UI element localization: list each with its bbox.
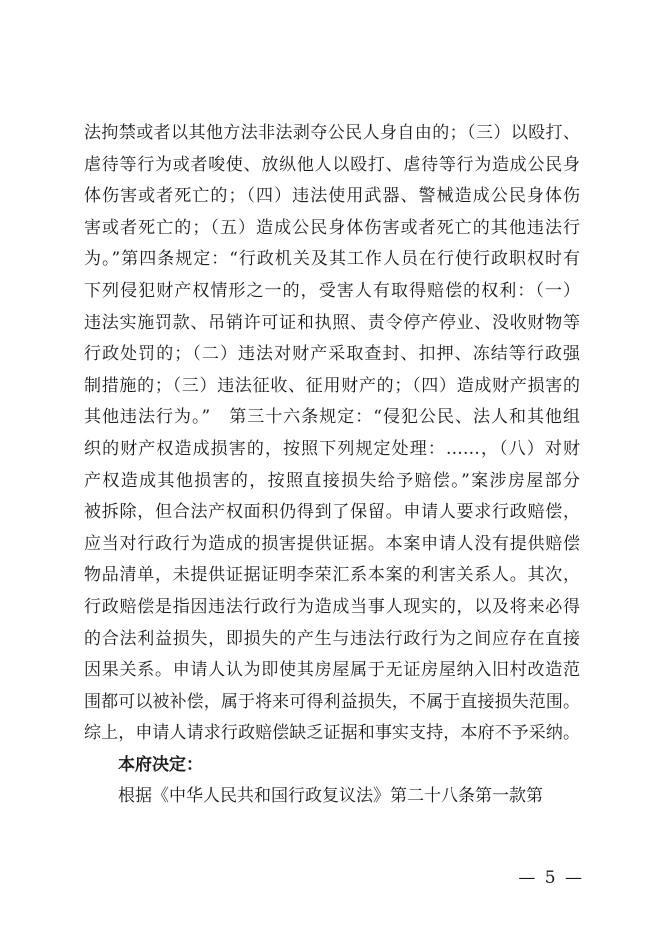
text-line: 因果关系。申请人认为即使其房屋属于无证房屋纳入旧村改造范 — [84, 660, 580, 681]
text-line: 物品清单，未提供证据证明李荣汇系本案的利害关系人。其次， — [84, 565, 580, 586]
body-text — [84, 118, 580, 813]
text-line: 行政处罚的；（二）违法对财产采取查封、扣押、冻结等行政强 — [84, 344, 580, 365]
text-line: 体伤害或者死亡的；（四）违法使用武器、警械造成公民身体伤 — [84, 186, 580, 207]
text-line: 虐待等行为或者唆使、放纵他人以殴打、虐待等行为造成公民身 — [84, 154, 580, 175]
text-line: 行政赔偿是指因违法行政行为造成当事人现实的，以及将来必得 — [84, 596, 580, 617]
text-line: 其他违法行为。” 第三十六条规定：“侵犯公民、法人和其他组 — [84, 407, 580, 428]
text-line: 被拆除，但合法产权面积仍得到了保留。申请人要求行政赔偿， — [84, 502, 580, 523]
text-line: 的合法利益损失，即损失的产生与违法行政行为之间应存在直接 — [84, 628, 580, 649]
decision-heading: 本府决定： — [118, 754, 203, 775]
text-line: 下列侵犯财产权情形之一的，受害人有取得赔偿的权利：（一） — [84, 280, 580, 301]
text-line: 围都可以被补偿，属于将来可得利益损失，不属于直接损失范围。 — [84, 691, 580, 712]
decision-text: 根据《中华人民共和国行政复议法》第二十八条第一款第 — [118, 786, 543, 807]
text-line: 产权造成其他损害的，按照直接损失给予赔偿。”案涉房屋部分 — [84, 470, 580, 491]
text-line: 综上，申请人请求行政赔偿缺乏证据和事实支持，本府不予采纳。 — [84, 723, 580, 744]
text-line: 害或者死亡的；（五）造成公民身体伤害或者死亡的其他违法行 — [84, 217, 580, 238]
text-line: 制措施的；（三）违法征收、征用财产的；（四）造成财产损害的 — [84, 375, 580, 396]
page-number: — 5 — — [518, 868, 584, 888]
text-line: 织的财产权造成损害的，按照下列规定处理：……，（八）对财 — [84, 438, 580, 459]
text-line: 为。”第四条规定：“行政机关及其工作人员在行使行政职权时有 — [84, 249, 580, 270]
text-line: 违法实施罚款、吊销许可证和执照、责令停产停业、没收财物等 — [84, 312, 580, 333]
text-line: 法拘禁或者以其他方法非法剥夺公民人身自由的；（三）以殴打、 — [84, 123, 580, 143]
text-line: 应当对行政行为造成的损害提供证据。本案申请人没有提供赔偿 — [84, 533, 580, 554]
